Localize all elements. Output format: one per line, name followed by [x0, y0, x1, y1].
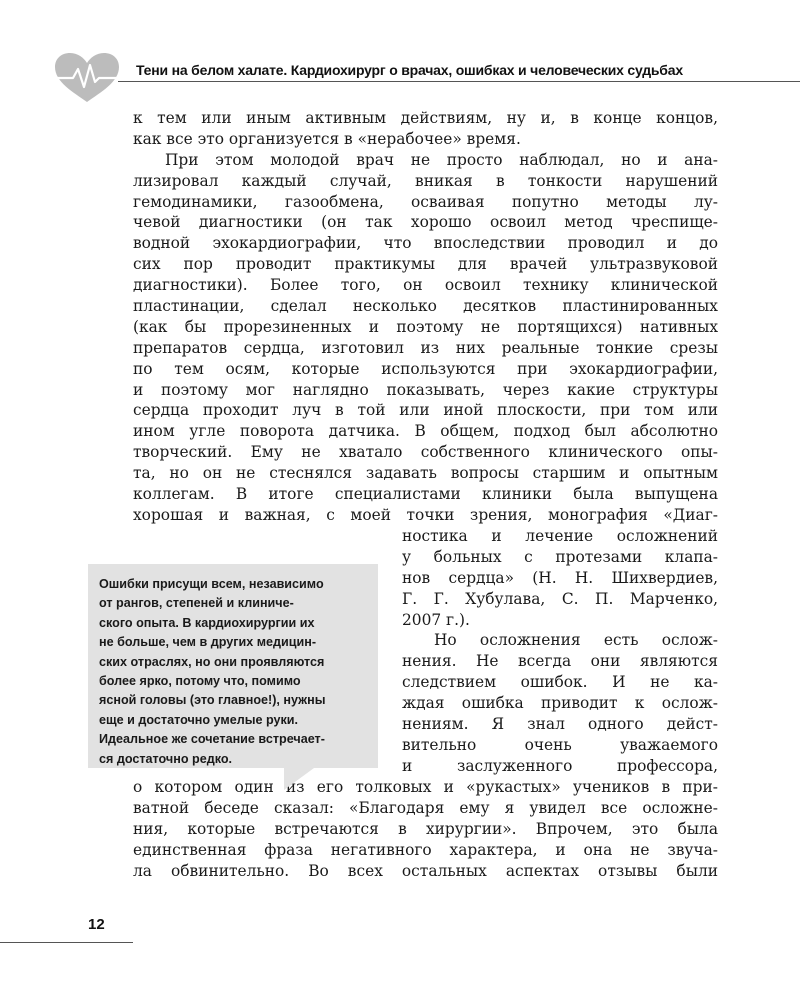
text-line: чевой диагностики (он так хорошо освоил метод чреспище-	[133, 213, 718, 232]
text-line: гемодинамики, газообмена, осваивая попутно методы лу-	[133, 192, 718, 211]
pull-quote-line: не больше, чем в других медицин-	[99, 635, 317, 650]
pull-quote-line: от рангов, степеней и клиниче-	[99, 596, 294, 611]
text-line: у больных с протезами клапа-	[402, 547, 718, 566]
text-line: вительно очень уважаемого	[402, 735, 718, 754]
pull-quote-line: Ошибки присущи всем, независимо	[99, 577, 324, 591]
pull-quote-text	[99, 575, 371, 769]
header-divider	[118, 81, 800, 82]
body-text-bottom	[133, 777, 718, 881]
text-line: сих пор проводит практикумы для врачей ультразвуковой	[133, 255, 718, 274]
text-line: коллегам. В итоге специалистами клиники была выпущена	[133, 485, 718, 504]
text-line: сердца проходит луч в той или иной плоскости, при том или	[133, 401, 718, 420]
text-line: как все это организуется в «нерабочее» время.	[133, 129, 521, 148]
page-header	[0, 0, 800, 110]
pull-quote-line: ясной головы (это главное!), нужны	[99, 693, 326, 708]
text-line: пластинации, сделал несколько десятков пластинированных	[133, 297, 718, 316]
text-line: о котором один из его толковых и «рукастых» учеников в при-	[133, 778, 718, 796]
body-text-top	[133, 108, 718, 526]
pull-quote-line: ского опыта. В кардиохирургии их	[99, 615, 315, 630]
pull-quote-line: более ярко, потому что, помимо	[99, 673, 301, 688]
text-line: ния, которые встречаются в хирургии». Впрочем, это была	[133, 819, 718, 838]
body-text-right-column	[402, 526, 718, 777]
text-line: ином угле поворота датчика. В общем, подход был абсолютно	[133, 422, 718, 441]
text-line: следствием ошибок. И не ка-	[402, 673, 718, 692]
text-line: нения. Не всегда они являются	[402, 652, 718, 671]
text-line: творческий. Ему не хватало собственного клинического опы-	[133, 443, 718, 462]
text-line: и поэтому мог наглядно показывать, через какие структуры	[133, 380, 718, 399]
heart-pulse-icon	[53, 52, 121, 104]
pull-quote-callout	[88, 564, 378, 768]
text-line: (как бы прорезиненных и поэтому не портящихся) нативных	[133, 317, 718, 336]
text-line: единственная фраза негативного характера, и она не звуча-	[133, 840, 718, 859]
text-line: ла обвинительно. Во всех остальных аспектах отзывы были	[133, 861, 718, 880]
text-line: и заслуженного профессора,	[402, 756, 718, 775]
text-line: ждая ошибка приводит к ослож-	[402, 694, 718, 713]
page-number: 12	[88, 916, 105, 933]
pull-quote-line: Идеальное же сочетание встречает-	[99, 732, 325, 747]
callout-tail	[284, 768, 314, 790]
text-line: ностика и лечение осложнений	[402, 527, 718, 545]
text-line: диагностики). Более того, он освоил технику клинической	[133, 276, 718, 295]
footer-divider	[0, 942, 133, 943]
text-line: 2007 г.).	[402, 610, 470, 629]
text-line: препаратов сердца, изготовил из них реальные тонкие срезы	[133, 338, 718, 357]
text-line: ватной беседе сказал: «Благодаря ему я увидел все осложне-	[133, 798, 718, 817]
text-line: та, но он не стеснялся задавать вопросы старшим и опытным	[133, 464, 718, 483]
text-line: нениям. Я знал одного дейст-	[402, 715, 718, 734]
pull-quote-line: еще и достаточно умелые руки.	[99, 712, 299, 727]
text-line: лизировал каждый случай, вникая в тонкости нарушений	[133, 171, 718, 190]
text-line: нов сердца» (Н. Н. Шихвердиев,	[402, 568, 718, 587]
text-line: к тем или иным активным действиям, ну и, в конце концов,	[133, 109, 718, 127]
text-line: Но осложнения есть ослож-	[434, 631, 718, 650]
running-header-title: Тени на белом халате. Кардиохирург о врачах, ошибках и человеческих судьбах	[136, 62, 683, 78]
text-line: по тем осям, которые используются при эхокардиографии,	[133, 359, 718, 378]
pull-quote-line: ских отраслях, но они проявляются	[99, 654, 325, 669]
pull-quote-line: ся достаточно редко.	[99, 751, 233, 766]
text-line: При этом молодой врач не просто наблюдал, но и ана-	[165, 150, 718, 169]
text-line: Г. Г. Хубулава, С. П. Марченко,	[402, 589, 718, 608]
text-line: водной эхокардиографии, что впоследствии проводил и до	[133, 234, 718, 253]
text-line: хорошая и важная, с моей точки зрения, монография «Диаг-	[133, 505, 718, 524]
